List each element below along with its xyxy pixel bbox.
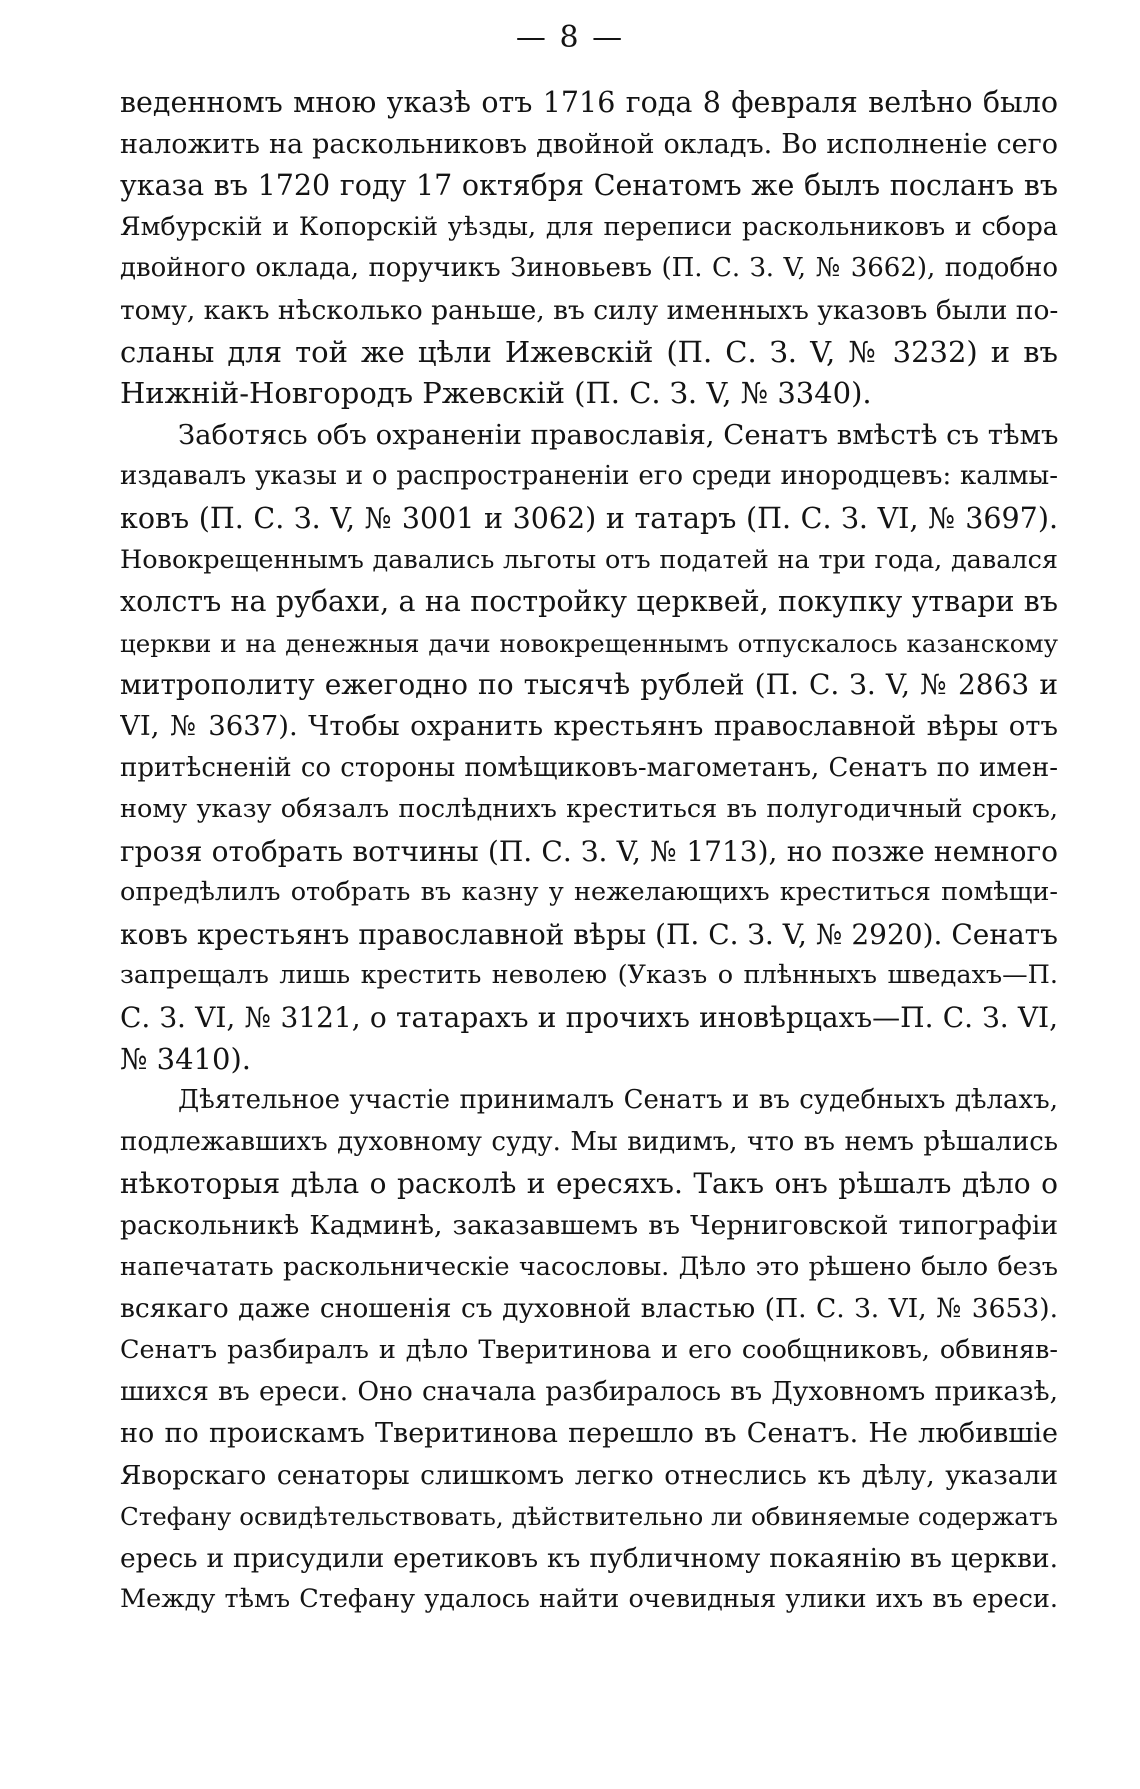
text-line: притѣсненій со стороны помѣщиковъ-магометанъ, Сенатъ по имен- <box>120 752 1058 783</box>
text-line: сланы для той же цѣли Ижевскій (П. С. З. V, № 3232) и въ <box>120 334 1058 369</box>
text-line: Стефану освидѣтельствовать, дѣйствительно ли обвиняемые содержатъ <box>120 1502 1058 1532</box>
text-line: напечатать раскольническіе часословы. Дѣло это рѣшено было безъ <box>120 1251 1058 1282</box>
text-line: Нижній-Новгородъ Ржевскій (П. С. З. V, № 3340). <box>120 376 872 411</box>
body-text <box>120 82 1058 1621</box>
text-line: VI, № 3637). Чтобы охранить крестьянъ православной вѣры отъ <box>120 709 1058 742</box>
text-line: С. З. VI, № 3121, о татарахъ и прочихъ иновѣрцахъ—П. С. З. VI, <box>120 1001 1058 1035</box>
text-line: опредѣлилъ отобрать въ казну у нежелающихъ креститься помѣщи- <box>120 877 1058 908</box>
text-line: Ямбурскій и Копорскій уѣзды, для переписи раскольниковъ и сбора <box>120 211 1058 242</box>
text-line: подлежавшихъ духовному суду. Мы видимъ, что въ немъ рѣшались <box>120 1126 1058 1157</box>
text-line: шихся въ ереси. Оно сначала разбиралось въ Духовномъ приказѣ, <box>120 1376 1058 1408</box>
text-line: указа въ 1720 году 17 октября Сенатомъ же былъ посланъ въ <box>120 169 1058 203</box>
text-line: но по проискамъ Тверитинова перешло въ Сенатъ. Не любившіе <box>120 1418 1058 1449</box>
text-line: митрополиту ежегодно по тысячѣ рублей (П. С. З. V, № 2863 и <box>120 668 1058 702</box>
text-line: веденномъ мною указѣ отъ 1716 года 8 февраля велѣно было <box>120 86 1058 119</box>
text-line: ковъ крестьянъ православной вѣры (П. С. З. V, № 2920). Сенатъ <box>120 917 1058 951</box>
text-line: нѣкоторыя дѣла о расколѣ и ересяхъ. Такъ онъ рѣшалъ дѣло о <box>120 1167 1058 1201</box>
text-line: Дѣятельное участіе принималъ Сенатъ и въ судебныхъ дѣлахъ, <box>178 1085 1058 1116</box>
text-line: ересь и присудили еретиковъ къ публичному покаянію въ церкви. <box>120 1542 1058 1574</box>
text-line: тому, какъ нѣсколько раньше, въ силу именныхъ указовъ были по- <box>120 294 1058 326</box>
paragraph-3 <box>120 1080 1058 1621</box>
text-line: холстъ на рубахи, а на постройку церквей, покупку утвари въ <box>120 585 1058 619</box>
text-line: Заботясь объ охраненіи православія, Сенатъ вмѣстѣ съ тѣмъ <box>178 418 1058 451</box>
text-line: Яворскаго сенаторы слишкомъ легко отнеслись къ дѣлу, указали <box>120 1459 1058 1491</box>
text-line: Между тѣмъ Стефану удалось найти очевидныя улики ихъ въ ереси. <box>120 1584 1058 1615</box>
text-line: ковъ (П. С. З. V, № 3001 и 3062) и татаръ (П. С. З. VI, № 3697). <box>120 501 1058 535</box>
text-line: издавалъ указы и о распространеніи его среди инородцевъ: калмы- <box>120 461 1058 492</box>
text-line: грозя отобрать вотчины (П. С. З. V, № 1713), но позже немного <box>120 834 1058 868</box>
text-line: Новокрещеннымъ давались льготы отъ податей на три года, давался <box>120 544 1058 575</box>
text-line: запрещалъ лишь крестить неволею (Указъ о плѣнныхъ шведахъ—П. <box>120 960 1058 991</box>
text-line: № 3410). <box>120 1041 251 1076</box>
text-line: раскольникѣ Кадминѣ, заказавшемъ въ Черниговской типографіи <box>120 1210 1058 1242</box>
paragraph-2 <box>120 415 1058 1081</box>
text-line: двойного оклада, поручикъ Зиновьевъ (П. С. З. V, № 3662), подобно <box>120 253 1058 284</box>
text-line: ному указу обязалъ послѣднихъ креститься въ полугодичный срокъ, <box>120 794 1058 825</box>
text-line: всякаго даже сношенія съ духовной властью (П. С. З. VI, № 3653). <box>120 1293 1058 1325</box>
text-line: церкви и на денежныя дачи новокрещеннымъ отпускалось казанскому <box>120 628 1058 658</box>
text-line: Сенатъ разбиралъ и дѣло Тверитинова и его сообщниковъ, обвиняв- <box>120 1334 1058 1365</box>
paragraph-1 <box>120 82 1058 415</box>
text-line: наложить на раскольниковъ двойной окладъ. Во исполненіе сего <box>120 128 1058 160</box>
page-number: — 8 — <box>515 20 625 55</box>
